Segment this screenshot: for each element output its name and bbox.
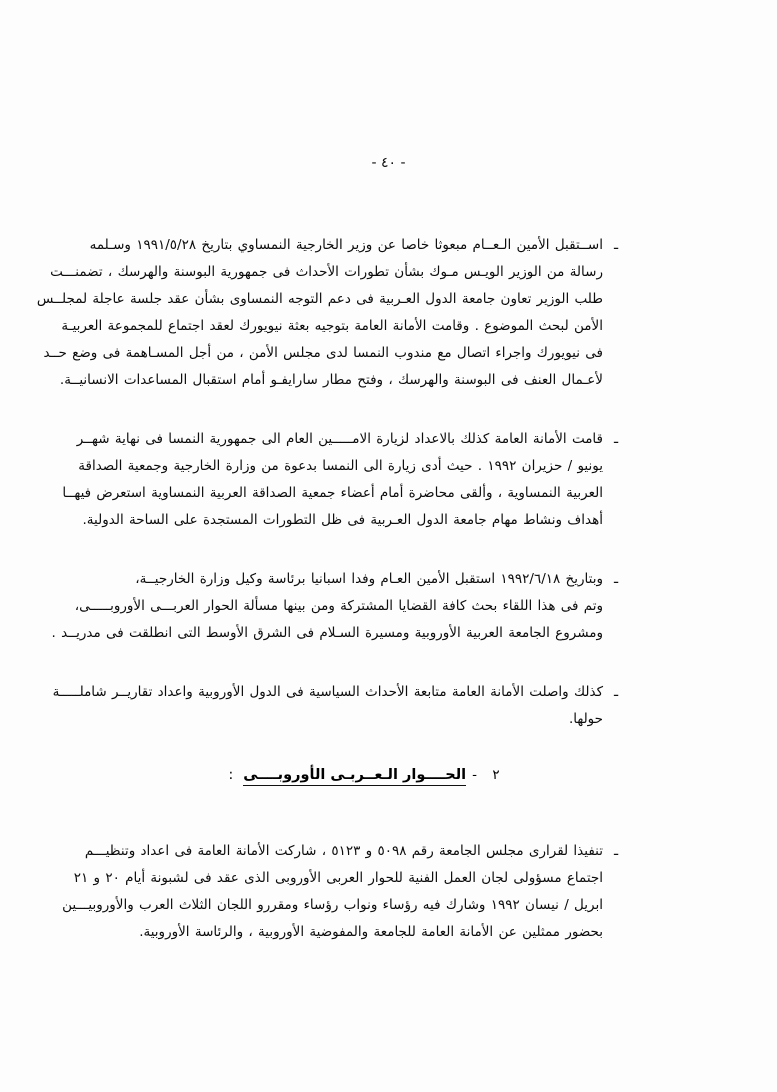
bullet-dash-icon: ـ bbox=[613, 843, 619, 859]
section-title: الحــــوار الـعــربـى الأوروبــــى bbox=[243, 767, 466, 786]
paragraph-line: العربية النمساوية ، وألقى محاضرة أمام أعضاء جمعية الصداقة العربية النمساوية استعرض فيهــا bbox=[62, 485, 603, 501]
page-number: - ٤٠ - bbox=[371, 155, 406, 171]
bullet-dash-icon: ـ bbox=[613, 237, 619, 253]
paragraph-line: حولها. bbox=[568, 711, 603, 727]
paragraph-line: يونيو / حزيران ١٩٩٢ . حيث أدى زيارة الى النمسا بدعوة من وزارة الخارجية وجمعية الصداقة bbox=[78, 458, 603, 474]
document-body bbox=[36, 232, 629, 972]
paragraph-text bbox=[52, 566, 603, 647]
paragraph-line: فى نيويورك واجراء اتصال مع مندوب النمسا لدى مجلس الأمن ، من أجل المسـاهمة فى وضع حــد bbox=[43, 345, 603, 361]
paragraph-line: كذلك واصلت الأمانة العامة متابعة الأحداث السياسية فى الدول الأوروبية واعداد تقاريــر شاملـــــة bbox=[52, 684, 603, 700]
section-dash: - bbox=[472, 767, 477, 783]
section-colon: : bbox=[228, 767, 234, 783]
paragraph-line: أهداف ونشاط مهام جامعة الدول العـربية فى ظل التطورات المستجدة على الساحة الدولية. bbox=[82, 512, 603, 528]
section-spacer bbox=[148, 816, 629, 838]
paragraph-text bbox=[53, 679, 603, 733]
paragraph-line: الأمن لبحث الموضوع . وقامت الأمانة العامة بتوجيه بعثة نيويورك لعقد اجتماع للمجموعة العربيـة bbox=[61, 318, 603, 334]
section-number: ٢ bbox=[492, 767, 500, 783]
bullet-dash-icon: ـ bbox=[613, 431, 619, 447]
paragraph-line: قامت الأمانة العامة كذلك بالاعداد لزيارة الامـــــين العام الى جمهورية النمسا فى نهاية شهــر bbox=[76, 431, 603, 447]
paragraph-line: تنفيذا لقرارى مجلس الجامعة رقم ٥٠٩٨ و ٥١٢٣ ، شاركت الأمانة العامة فى اعداد وتنظيـــم bbox=[84, 843, 603, 859]
paragraph-line: وتم فى هذا اللقاء بحث كافة القضايا المشتركة ومن بينها مسألة الحوار العربـــى الأوروبـــــى، bbox=[74, 598, 603, 614]
paragraph-line: بحضور ممثلين عن الأمانة العامة للجامعة والمفوضية الأوروبية ، والرئاسة الأوروبية. bbox=[139, 924, 603, 940]
paragraph-line: طلب الوزير تعاون جامعة الدول العـربية فى دعم التوجه النمساوى بشأن عقد جلسة عاجلة لمجلــس bbox=[36, 291, 603, 307]
paragraph-block bbox=[52, 679, 629, 733]
paragraph-line: اجتماع مسؤولى لجان العمل الفنية للحوار العربى الأوروبى الذى عقد فى لشبونة أيام ٢٠ و ٢١ bbox=[73, 870, 603, 886]
paragraph-block bbox=[36, 232, 629, 394]
paragraph-text bbox=[62, 838, 603, 946]
paragraph-line: لأعـمال العنف فى البوسنة والهرسك ، وفتح مطار سارايفـو أمام استقبال المساعدات الانسانيــة. bbox=[59, 372, 603, 388]
section-heading bbox=[148, 767, 629, 786]
paragraph-block bbox=[51, 566, 629, 647]
bullet-dash-icon: ـ bbox=[613, 684, 619, 700]
paragraph-line: اســتقبل الأمين الـعــام مبعوثا خاصا عن وزير الخارجية النمساوي بتاريخ ١٩٩١/٥/٢٨ وسـلمه bbox=[89, 237, 603, 253]
bullet-dash-icon: ـ bbox=[613, 571, 619, 587]
paragraph-block bbox=[62, 838, 629, 946]
paragraph-line: ومشروع الجامعة العربية الأوروبية ومسيرة السـلام فى الشرق الأوسط التى انطلقت فى مدريــد . bbox=[51, 625, 603, 641]
paragraph-text bbox=[37, 232, 603, 394]
paragraph-block bbox=[62, 426, 629, 534]
paragraph-line: وبتاريخ ١٩٩٢/٦/١٨ استقبل الأمين العـام وفدا اسبانيا برئاسة وكيل وزارة الخارجيــة، bbox=[135, 571, 603, 587]
paragraph-text bbox=[43, 426, 603, 534]
paragraph-line: ابريل / نيسان ١٩٩٢ وشارك فيه رؤساء ونواب رؤساء ومقررو اللجان الثلاث العرب والأوروبيـــين bbox=[62, 897, 603, 913]
paragraph-line: رسالة من الوزير الويـس مـوك بشأن تطورات الأحداث فى جمهورية البوسنة والهرسك ، تضمنـــت bbox=[50, 264, 603, 280]
